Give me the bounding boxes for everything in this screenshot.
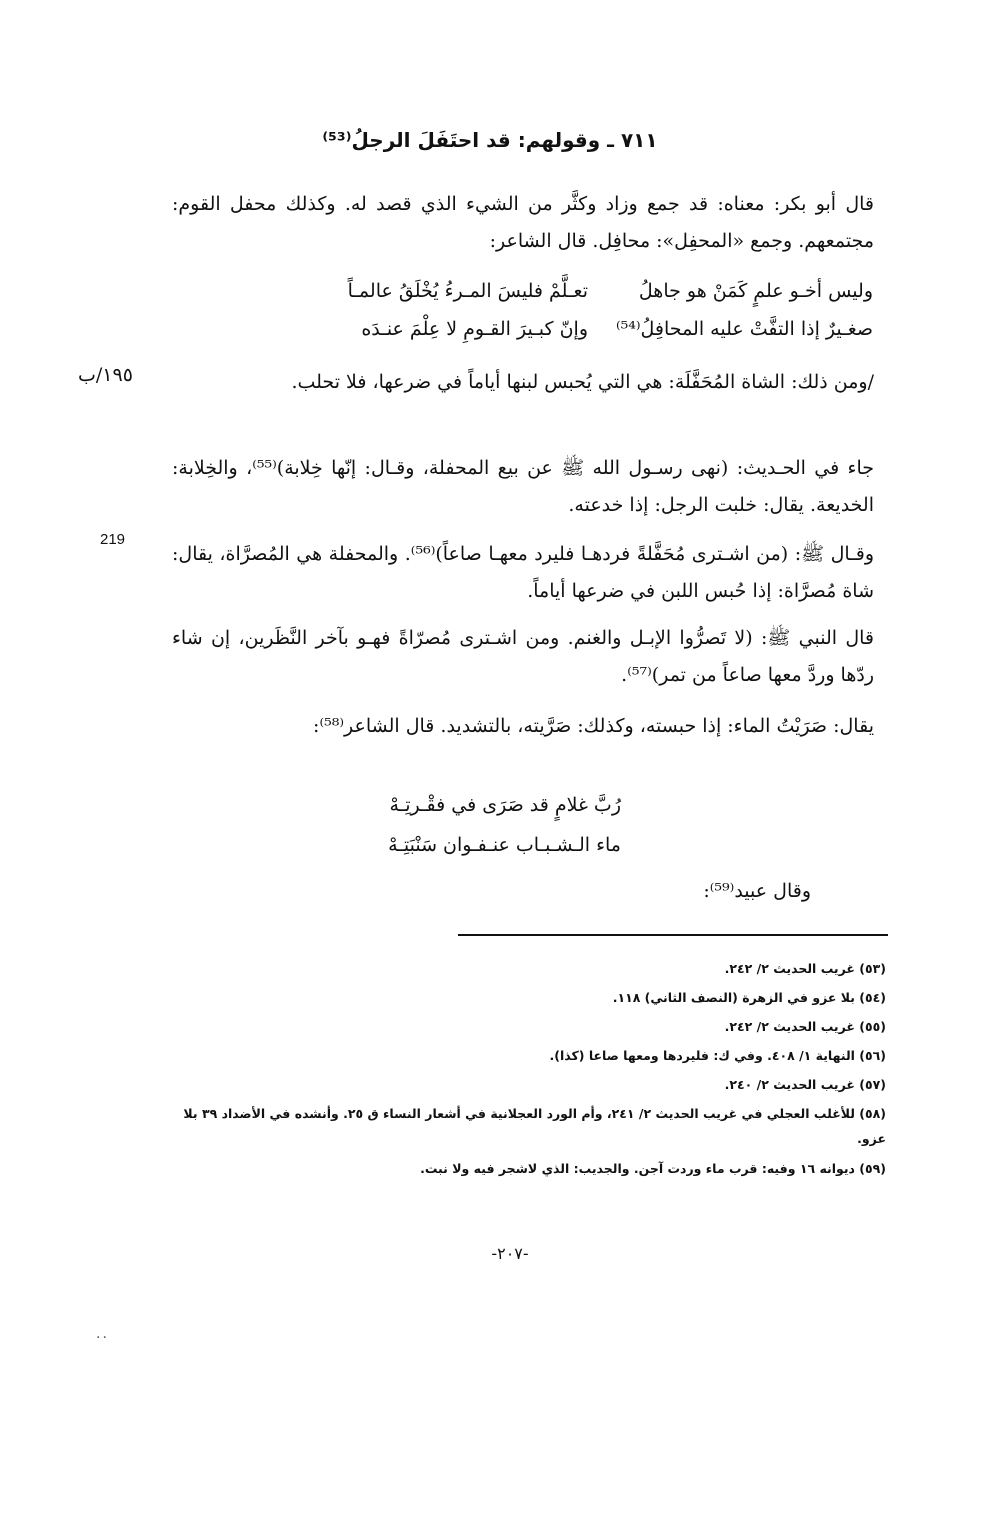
footnote-59: (٥٩) ديوانه ١٦ وفيه: قرب ماء وردت آجن. والجديب: الذي لاشجر فيه ولا نبت.: [420, 1161, 886, 1176]
margin-folio-marker: ١٩٥/ب: [78, 364, 133, 386]
rajaz-line-2: ماء الـشـبـاب عنـفـوان سَنْبَتِـهْ: [388, 834, 621, 856]
verse-2-first-hemistich: وإنّ كبـيرَ القـومِ لا عِلْمَ عنـدَه: [361, 318, 588, 340]
paragraph-hadith-1: جاء في الحـديث: (نهى رسـول الله ﷺ عن بيع المحفلة، وقـال: إنّها خِلابة)⁽⁵⁵⁾، والخِلابة: الخديعة. يقال: خلبت الرجل: إذا خدعته.: [172, 457, 874, 516]
paragraph-sheep: /ومن ذلك: الشاة المُحَفَّلَة: هي التي يُحبس لبنها أياماً في ضرعها، فلا تحلب.: [291, 371, 874, 393]
footnote-57: (٥٧) غريب الحديث ٢/ ٢٤٠.: [724, 1077, 886, 1092]
paragraph-intro: قال أبو بكر: معناه: قد جمع وزاد وكثَّر من الشيء الذي قصد له. وكذلك محفل القوم: مجتمعهم. وجمع «المحفِل»: محافِل. قال الشاعر:: [172, 193, 874, 252]
rajaz-line-1: رُبَّ غلامٍ قد صَرَى في فقْـرتِـهْ: [389, 794, 621, 816]
footnote-56: (٥٦) النهاية ١/ ٤٠٨. وفي ك: فليردها ومعها صاعا (كذا).: [549, 1048, 886, 1063]
paragraph-yuqal: يقال: صَرَيْتُ الماء: إذا حبسته، وكذلك: صَرَّيته، بالتشديد. قال الشاعر⁽⁵⁸⁾:: [313, 715, 874, 737]
paragraph-ubaid: وقال عبيد⁽⁵⁹⁾:: [703, 880, 811, 902]
footnote-55: (٥٥) غريب الحديث ٢/ ٢٤٢.: [724, 1019, 886, 1034]
verse-1-first-hemistich: تعـلَّمْ فليسَ المـرءُ يُخْلَقُ عالمـاً: [347, 280, 588, 302]
footnote-53: (٥٣) غريب الحديث ٢/ ٢٤٢.: [724, 961, 886, 976]
paragraph-hadith-2: وقـال ﷺ: (من اشـترى مُحَفَّلةً فردهـا فليرد معهـا صاعاً)⁽⁵⁶⁾. والمحفلة هي المُصرَّاة، يقال: شاة مُصرَّاة: إذا حُبس اللبن في ضرعها أياماً.: [172, 543, 874, 602]
verse-1-second-hemistich: وليس أخـو علمٍ كَمَنْ هو جاهلُ: [638, 280, 873, 302]
stray-scan-marks: ..: [96, 1326, 109, 1342]
page-number: -٢٠٧-: [491, 1244, 529, 1263]
footnote-separator: [458, 934, 888, 936]
footnote-54: (٥٤) بلا عزو في الزهرة (النصف الثاني) ١١٨.: [612, 990, 886, 1005]
verse-2-second-hemistich: صغـيرٌ إذا التفَّتْ عليه المحافِلُ⁽⁵⁴⁾: [615, 318, 873, 340]
footnote-58: (٥٨) للأغلب العجلي في غريب الحديث ٢/ ٢٤١، وأم الورد العجلانية في أشعار النساء ق ٢٥. وأنشده في الأضداد ٣٩ بلا عزو.: [183, 1106, 886, 1146]
entry-heading: ٧١١ ـ وقولهم: قد احتَفَلَ الرجلُ⁽⁵³⁾: [322, 128, 658, 152]
paragraph-hadith-3: قال النبي ﷺ: (لا تَصرُّوا الإبـل والغنم. ومن اشـترى مُصرّاةً فهـو بآخر النَّظَرين، إن شاء ردّها وردَّ معها صاعاً من تمر)⁽⁵⁷⁾.: [172, 627, 874, 686]
margin-page-number: 219: [100, 531, 126, 548]
